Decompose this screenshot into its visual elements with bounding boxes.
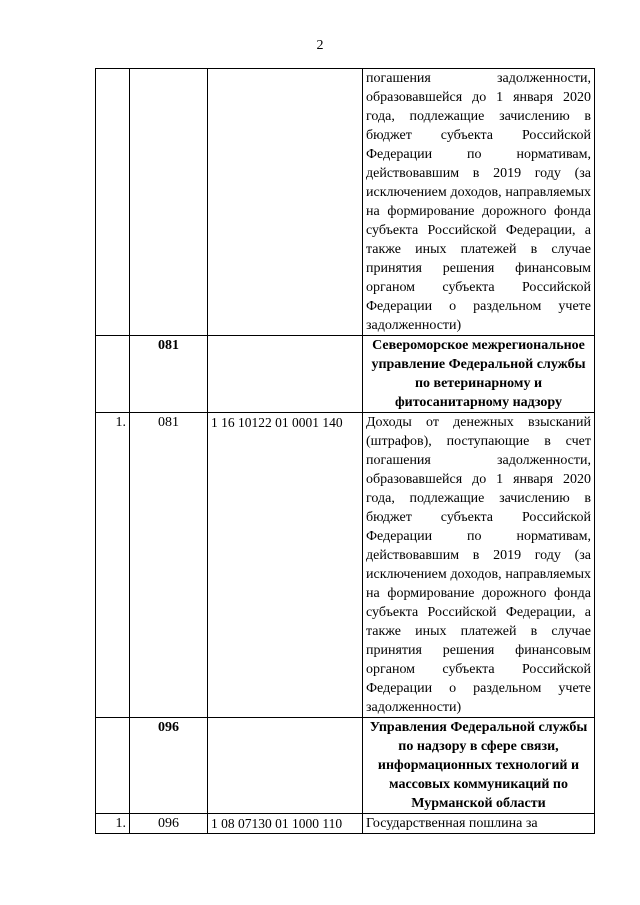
budget-classification-code bbox=[208, 336, 363, 413]
revenue-description: погашения задолженности, образовавшейся до 1 января 2020 года, подлежащие зачислению в бюджет субъекта Российской Федерации по нормативам, действовавшим в 2019 году (за исключением доходов, направляемых на формирование дорожного фонда субъекта Российской Федерации, а также иных платежей в случае принятия решения финансовым органом субъекта Российской Федерации о раздельном учете задолженности) bbox=[363, 69, 595, 336]
table-row bbox=[96, 69, 595, 336]
budget-classification-code bbox=[208, 69, 363, 336]
administrator-name: Управления Федеральной службы по надзору в сфере связи, информационных технологий и массовых коммуникаций по Мурманской области bbox=[363, 718, 595, 814]
table-row bbox=[96, 413, 595, 718]
table-row-header bbox=[96, 336, 595, 413]
admin-code: 096 bbox=[130, 718, 208, 814]
revenue-description: Доходы от денежных взысканий (штрафов), поступающие в счет погашения задолженности, образовавшейся до 1 января 2020 года, подлежащие зачислению в бюджет субъекта Российской Федерации по нормативам, действовавшим в 2019 году (за исключением доходов, направляемых на формирование дорожного фонда субъекта Российской Федерации, а также иных платежей в случае принятия решения финансовым органом субъекта Российской Федерации о раздельном учете задолженности) bbox=[363, 413, 595, 718]
budget-classification-code: 1 08 07130 01 1000 110 bbox=[208, 814, 363, 834]
admin-code: 081 bbox=[130, 336, 208, 413]
revenue-description: Государственная пошлина за bbox=[363, 814, 595, 834]
row-number: 1. bbox=[96, 413, 130, 718]
budget-classification-code bbox=[208, 718, 363, 814]
admin-code bbox=[130, 69, 208, 336]
row-number: 1. bbox=[96, 814, 130, 834]
admin-code: 081 bbox=[130, 413, 208, 718]
table-row bbox=[96, 814, 595, 834]
page-number: 2 bbox=[316, 38, 324, 53]
admin-code: 096 bbox=[130, 814, 208, 834]
table-row-header bbox=[96, 718, 595, 814]
administrator-name: Североморское межрегиональное управление Федеральной службы по ветеринарному и фитосанитарному надзору bbox=[363, 336, 595, 413]
row-number bbox=[96, 718, 130, 814]
row-number bbox=[96, 336, 130, 413]
row-number bbox=[96, 69, 130, 336]
budget-classification-code: 1 16 10122 01 0001 140 bbox=[208, 413, 363, 718]
revenue-table bbox=[95, 68, 595, 834]
